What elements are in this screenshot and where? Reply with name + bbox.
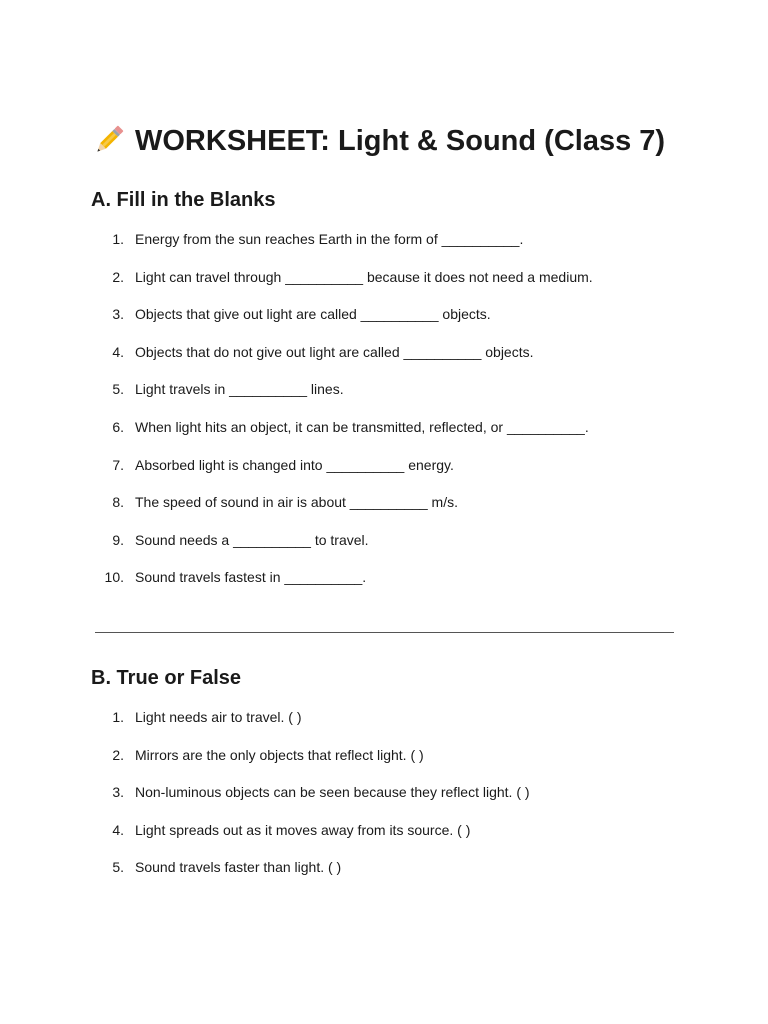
item-text: Energy from the sun reaches Earth in the form of __________. bbox=[135, 231, 524, 247]
item-number: 2. bbox=[112, 268, 124, 285]
item-number: 7. bbox=[112, 456, 124, 473]
item-text: Sound needs a __________ to travel. bbox=[135, 531, 369, 548]
pencil-icon bbox=[91, 124, 125, 158]
item-text: When light hits an object, it can be transmitted, reflected, or __________. bbox=[135, 418, 589, 435]
item-number: 4. bbox=[112, 343, 124, 360]
item-number: 5. bbox=[112, 381, 124, 398]
page-title bbox=[91, 122, 665, 160]
item-number: 3. bbox=[112, 306, 124, 323]
list-item bbox=[0, 493, 768, 531]
item-number: 5. bbox=[112, 859, 124, 876]
list-item bbox=[0, 380, 768, 418]
list-item bbox=[0, 708, 768, 746]
list-item bbox=[0, 858, 768, 896]
item-text: Light can travel through __________ because it does not need a medium. bbox=[135, 268, 593, 285]
item-text: Light travels in __________ lines. bbox=[135, 381, 344, 398]
section-b-heading: B. True or False bbox=[91, 667, 242, 689]
title-text: WORKSHEET: Light & Sound (Class 7) bbox=[135, 125, 666, 157]
item-number: 1. bbox=[112, 709, 124, 725]
item-number: 4. bbox=[112, 821, 124, 838]
list-item bbox=[0, 268, 768, 306]
fill-in-blanks-list bbox=[0, 230, 768, 606]
list-item bbox=[0, 568, 768, 606]
item-text: Non-luminous objects can be seen because they reflect light. ( ) bbox=[135, 784, 530, 801]
list-item bbox=[0, 821, 768, 859]
list-item bbox=[0, 343, 768, 381]
list-item bbox=[0, 531, 768, 569]
item-text: Sound travels fastest in __________. bbox=[135, 569, 367, 586]
list-item bbox=[0, 746, 768, 784]
item-number: 6. bbox=[112, 418, 124, 435]
item-number: 9. bbox=[112, 531, 124, 548]
item-text: Objects that do not give out light are called __________ objects. bbox=[135, 343, 534, 360]
item-number: 3. bbox=[112, 784, 124, 801]
item-number: 10. bbox=[104, 569, 124, 586]
item-number: 2. bbox=[112, 746, 124, 763]
item-number: 1. bbox=[112, 231, 124, 247]
item-text: Absorbed light is changed into __________ energy. bbox=[135, 456, 454, 473]
section-divider bbox=[95, 632, 674, 633]
item-number: 8. bbox=[112, 494, 124, 511]
true-false-list bbox=[0, 708, 768, 896]
list-item bbox=[0, 418, 768, 456]
item-text: Light spreads out as it moves away from its source. ( ) bbox=[135, 821, 471, 838]
item-text: Sound travels faster than light. ( ) bbox=[135, 859, 342, 876]
item-text: Mirrors are the only objects that reflect light. ( ) bbox=[135, 746, 424, 763]
section-a-heading: A. Fill in the Blanks bbox=[91, 189, 276, 211]
list-item bbox=[0, 230, 768, 268]
list-item bbox=[0, 456, 768, 494]
item-text: The speed of sound in air is about __________ m/s. bbox=[135, 494, 458, 511]
list-item bbox=[0, 783, 768, 821]
item-text: Light needs air to travel. ( ) bbox=[135, 709, 302, 725]
list-item bbox=[0, 305, 768, 343]
item-text: Objects that give out light are called __________ objects. bbox=[135, 306, 491, 323]
